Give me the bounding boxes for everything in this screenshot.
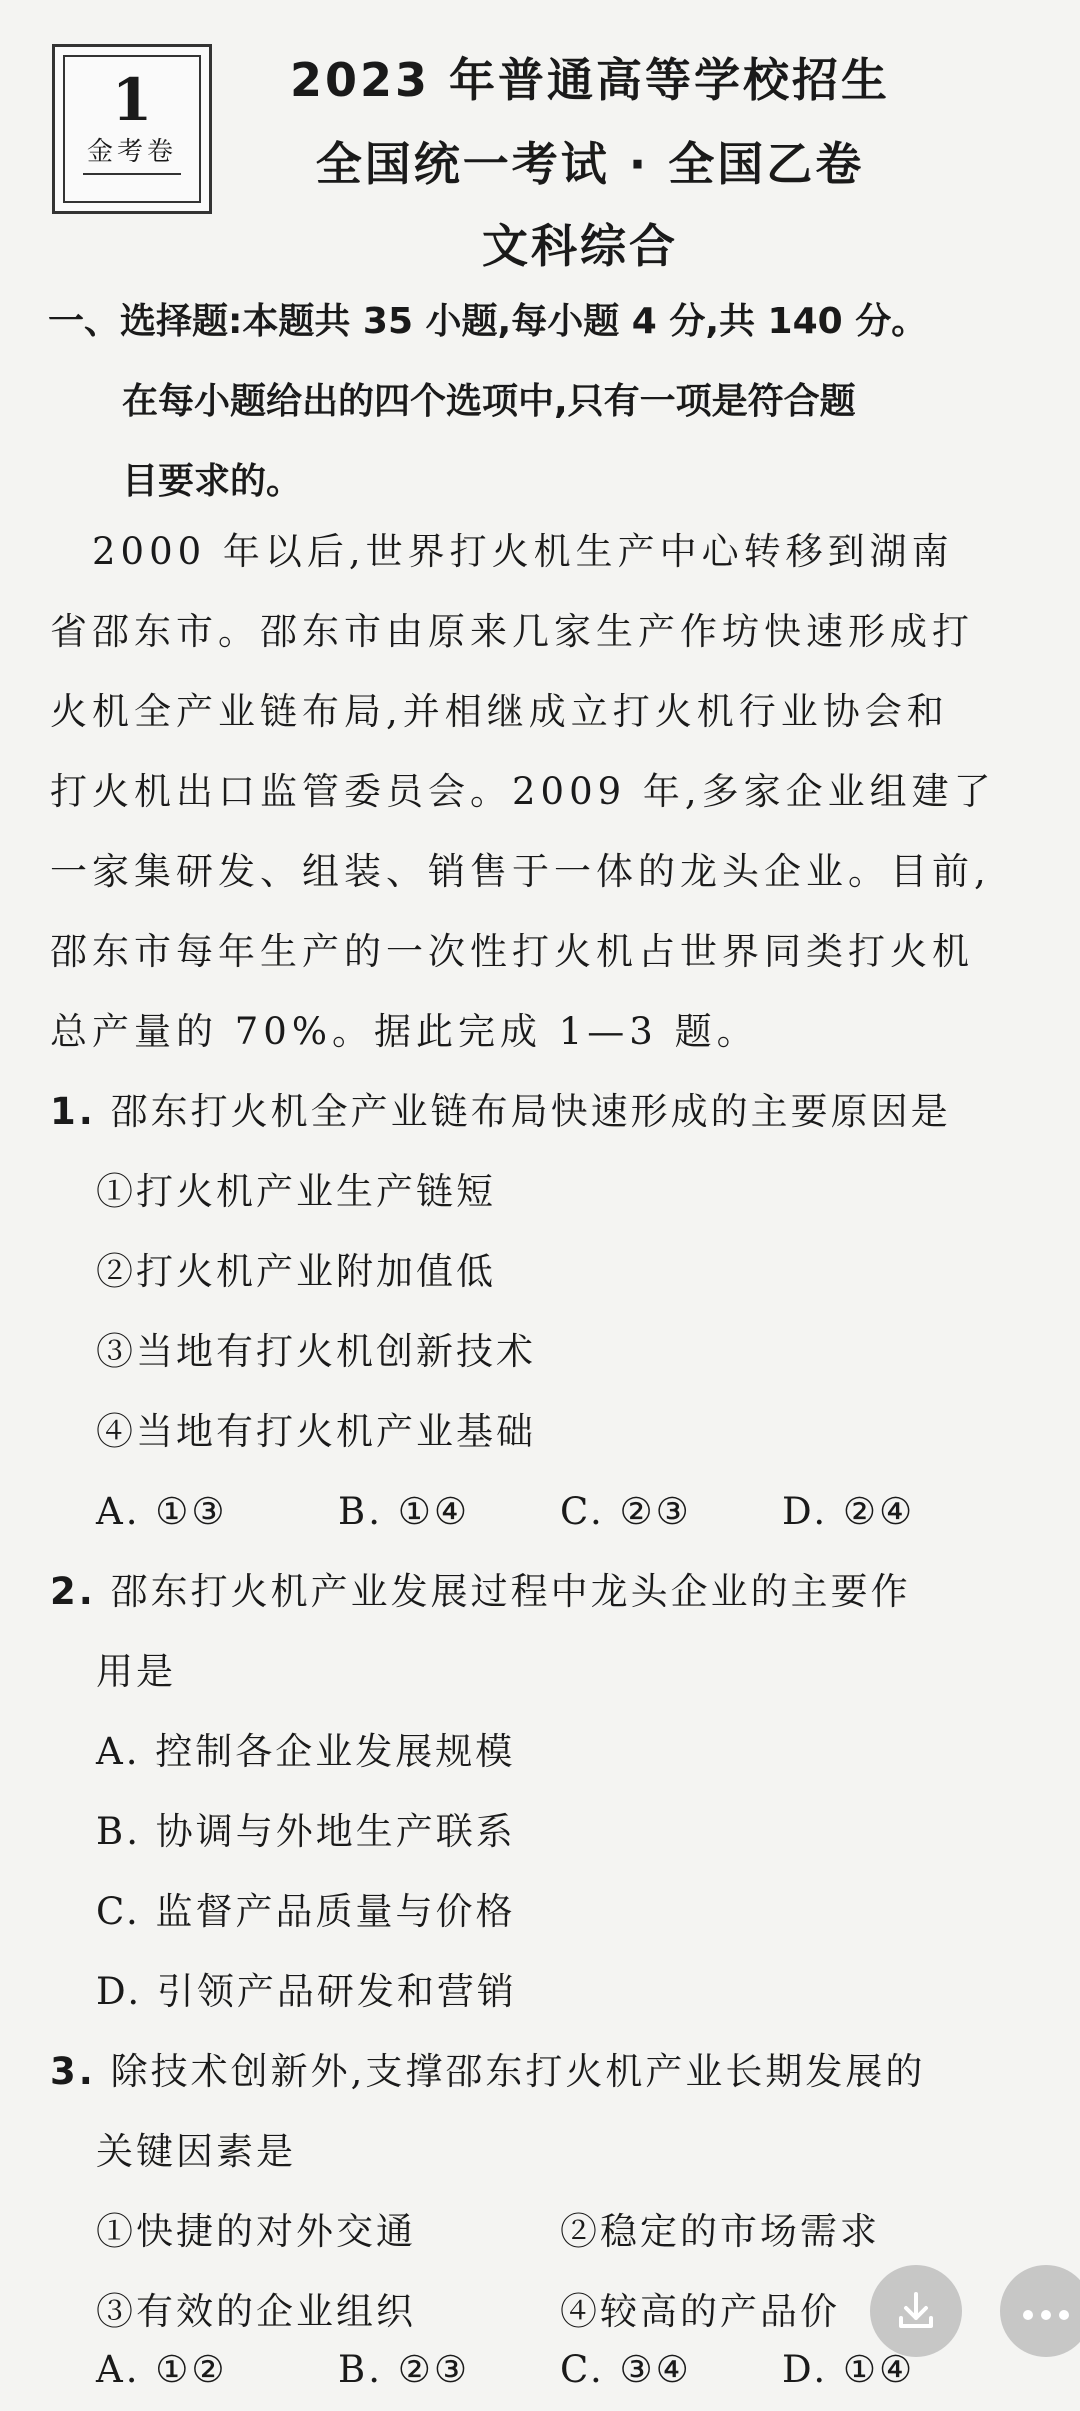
q1-item-4: ④当地有打火机产业基础 [96,1410,536,1453]
q2-choice-d: D. 引领产品研发和营销 [96,1970,517,2013]
download-button[interactable] [870,2265,962,2357]
section-line3: 目要求的。 [122,461,303,502]
question-number: 3. [50,2050,96,2093]
question-1 [50,1072,1040,1152]
q1-item-1: ①打火机产业生产链短 [96,1170,496,1213]
question-stem: 除技术创新外,支撑邵东打火机产业长期发展的 [110,2050,926,2093]
more-icon [1018,2305,1074,2325]
q3-item-2: ②稳定的市场需求 [560,2210,880,2253]
section-heading [48,282,1038,522]
question-stem: 邵东打火机产业发展过程中龙头企业的主要作 [110,1570,911,1613]
section-line1: 一、选择题:本题共 35 小题,每小题 4 分,共 140 分。 [48,301,928,342]
exam-stamp [52,44,212,214]
question-2 [50,1552,1040,1712]
q3-choice-a: A. ①② [96,2348,228,2391]
passage-line: 总产量的 70%。据此完成 1—3 题。 [50,1010,759,1053]
passage-line: 打火机出口监管委员会。2009 年,多家企业组建了 [50,770,996,813]
q1-item-3: ③当地有打火机创新技术 [96,1330,536,1373]
passage-line: 2000 年以后,世界打火机生产中心转移到湖南 [50,530,954,573]
section-line2: 在每小题给出的四个选项中,只有一项是符合题 [122,381,856,422]
q1-choice-b: B. ①④ [338,1490,471,1533]
question-3 [50,2032,1040,2192]
q2-choice-b: B. 协调与外地生产联系 [96,1810,516,1853]
question-stem-cont: 关键因素是 [96,2130,296,2173]
question-number: 2. [50,1570,96,1613]
exam-subject: 文科综合 [482,219,678,273]
q1-choice-c: C. ②③ [560,1490,692,1533]
q3-item-3: ③有效的企业组织 [96,2290,416,2333]
question-number: 1. [50,1090,96,1133]
passage-line: 省邵东市。邵东市由原来几家生产作坊快速形成打 [50,610,974,653]
q1-choice-d: D. ②④ [782,1490,916,1533]
q3-item-1: ①快捷的对外交通 [96,2210,416,2253]
exam-title-line1: 2023 年普通高等学校招生 [289,53,891,107]
passage [50,512,1040,1072]
q2-choice-c: C. 监督产品质量与价格 [96,1890,516,1933]
passage-line: 火机全产业链布局,并相继成立打火机行业协会和 [50,690,949,733]
question-stem: 邵东打火机全产业链布局快速形成的主要原因是 [110,1090,951,1133]
q2-choice-a: A. 控制各企业发展规模 [96,1730,516,1773]
q3-choice-d: D. ①④ [782,2348,916,2391]
q3-item-4: ④较高的产品价 [560,2290,840,2333]
passage-line: 邵东市每年生产的一次性打火机占世界同类打火机 [50,930,974,973]
q3-choice-c: C. ③④ [560,2348,692,2391]
more-button[interactable] [1000,2265,1080,2357]
download-icon [893,2288,939,2334]
passage-line: 一家集研发、组装、销售于一体的龙头企业。目前, [50,850,991,893]
stamp-number: 1 [111,66,153,134]
question-stem-cont: 用是 [96,1650,176,1693]
q3-choice-b: B. ②③ [338,2348,471,2391]
stamp-label: 金考卷 [83,135,181,175]
q1-item-2: ②打火机产业附加值低 [96,1250,496,1293]
q1-choice-a: A. ①③ [96,1490,228,1533]
exam-title-line2: 全国统一考试 · 全国乙卷 [315,137,865,191]
